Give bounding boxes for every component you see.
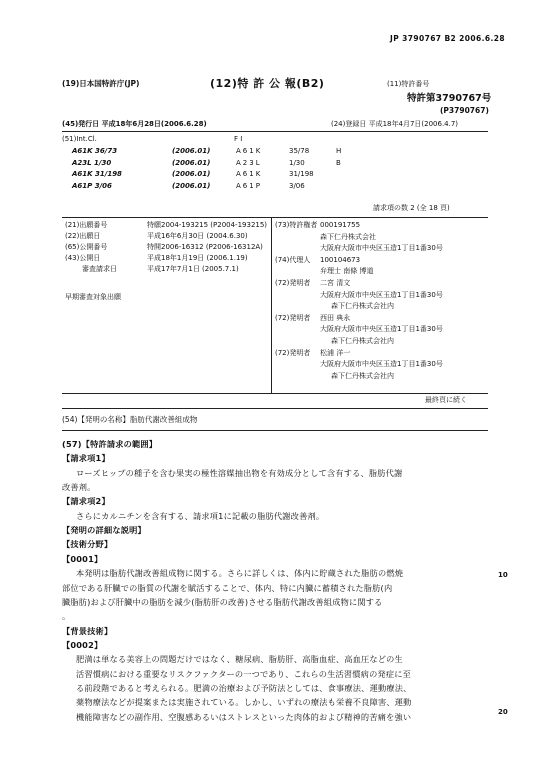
body-line: 【0001】	[62, 553, 103, 564]
ipc-code: A61K 36/73	[72, 147, 118, 155]
body-line: (57)【特許請求の範囲】	[62, 439, 158, 449]
ipc-code: A61K 31/198	[72, 170, 122, 178]
body-line: 【技術分野】	[62, 539, 113, 550]
issue-date: (45)発行日 平成18年6月28日(2006.6.28)	[62, 120, 207, 128]
bib-left-value: 平成17年7月1日 (2005.7.1)	[147, 265, 239, 273]
bib-right-value: 松浦 洋一	[320, 348, 351, 357]
body-line: ローズヒップの種子を含む果実の極性溶媒抽出物を有効成分として含有する、脂肪代謝	[76, 467, 403, 478]
bib-right-value: 森下仁丹株式会社	[320, 232, 376, 241]
claims-count: 請求項の数 2 (全 18 頁)	[373, 204, 450, 212]
ipc-version: (2006.01)	[172, 158, 211, 167]
continued-note: 最終頁に続く	[425, 396, 467, 404]
ipc-code: A23L 1/30	[72, 158, 112, 167]
early-exam-note: 早期審査対象出願	[65, 293, 121, 301]
body-line: 改善剤。	[62, 482, 96, 493]
int-cl-label: (51)Int.Cl.	[62, 135, 97, 143]
patent-number: 特許第3790767号	[407, 93, 492, 104]
invention-title: (54)【発明の名称】脂肪代謝改善組成物	[62, 415, 198, 424]
bib-right-value: 森下仁丹株式会社内	[331, 371, 394, 380]
bib-right-label: (72)発明者	[275, 313, 311, 322]
bib-left-label: 審査請求日	[82, 265, 117, 273]
bib-right-label: (72)発明者	[275, 279, 311, 287]
header-divider	[62, 131, 488, 132]
bib-column-divider	[271, 217, 272, 393]
body-line: 【発明の詳細な説明】	[62, 525, 146, 536]
bib-right-value: 100104673	[320, 255, 361, 264]
bib-right-value: 大阪府大阪市中央区玉造1丁目1番30号	[320, 325, 443, 334]
bib-right-value: 西田 典永	[320, 313, 351, 322]
body-line: る前段階であると考えられる。肥満の治療および予防法としては、食事療法、運動療法、	[76, 682, 412, 693]
line-number-10: 10	[498, 571, 508, 579]
fi-class: A61P	[236, 181, 262, 190]
ipc-version: (2006.01)	[172, 147, 211, 155]
fi-code: 35/78	[289, 147, 310, 155]
fi-class: A23L	[236, 158, 262, 167]
bib-right-value: 森下仁丹株式会社内	[331, 302, 394, 311]
fi-class: A61K	[236, 170, 263, 178]
fi-class: A61K	[236, 147, 263, 155]
gazette-title: (12)特 許 公 報(B2)	[210, 77, 325, 90]
bib-right-value: 弁理士 南條 博道	[320, 267, 374, 276]
body-line: 【請求項1】	[62, 453, 110, 464]
fi-tag: B	[336, 158, 341, 167]
line-number-20: 20	[498, 708, 508, 716]
bib-right-value: 000191755	[320, 221, 361, 229]
bib-top-rule	[62, 217, 488, 218]
bib-right-value: 森下仁丹株式会社内	[331, 337, 394, 345]
body-line: 活習慣病における重要なリスクファクターの一つであり、これらの生活習慣病の発症に至	[76, 668, 412, 679]
fi-tag: H	[336, 147, 342, 155]
patent-number-sub: (P3790767)	[440, 106, 489, 115]
bib-left-value: 特願2004-193215 (P2004-193215)	[147, 221, 268, 229]
body-line: 【0002】	[62, 639, 103, 650]
body-line: 【背景技術】	[62, 625, 113, 636]
bib-right-value: 大阪府大阪市中央区玉造1丁目1番30号	[320, 290, 443, 299]
patent-number-label: (11)特許番号	[387, 80, 430, 88]
title-rule	[62, 430, 488, 431]
bib-right-value: 大阪府大阪市中央区玉造1丁目1番30号	[320, 360, 443, 369]
fi-code: 1/30	[289, 158, 305, 167]
ipc-version: (2006.01)	[172, 181, 211, 190]
bib-left-value: 平成16年6月30日 (2004.6.30)	[147, 232, 248, 240]
bib-close-rule	[62, 408, 488, 409]
patent-office: (19)日本国特許庁(JP)	[62, 79, 140, 88]
bib-left-label: (22)出願日	[65, 232, 101, 240]
bib-left-label: (21)出願番号	[65, 221, 108, 229]
bib-left-label: (65)公開番号	[65, 243, 108, 251]
body-line: 【請求項2】	[62, 496, 110, 507]
fi-code: 3/06	[289, 181, 305, 190]
ipc-code: A61P 3/06	[72, 181, 112, 190]
bib-right-label: (73)特許権者	[275, 221, 318, 229]
body-line: 臓脂肪)および肝臓中の脂肪を減少(脂肪肝の改善)させる脂肪代謝改善組成物に関する	[62, 596, 383, 607]
fi-code: 31/198	[289, 170, 314, 178]
body-line: 部位である肝臓での脂質の代謝を賦活することで、体内、特に内臓に蓄積された脂肪(内	[62, 582, 393, 593]
body-line: 肥満は単なる美容上の問題だけではなく、糖尿病、脂肪肝、高脂血症、高血圧などの生	[76, 654, 403, 665]
bib-right-value: 大阪府大阪市中央区玉造1丁目1番30号	[320, 244, 443, 253]
bib-right-label: (72)発明者	[275, 348, 311, 357]
bib-left-value: 特開2006-16312 (P2006-16312A)	[147, 243, 263, 251]
bib-right-label: (74)代理人	[275, 255, 311, 264]
bib-right-value: 二宮 清文	[320, 279, 351, 287]
body-line: 。	[62, 611, 71, 622]
fi-label: F I	[234, 135, 243, 143]
body-line: 本発明は脂肪代謝改善組成物に関する。さらに詳しくは、体内に貯蔵された脂肪の燃焼	[76, 568, 404, 579]
ipc-version: (2006.01)	[172, 170, 211, 178]
bib-left-label: (43)公開日	[65, 254, 101, 262]
registration-date: (24)登録日 平成18年4月7日(2006.4.7)	[331, 120, 459, 128]
bib-bottom-rule	[62, 393, 488, 394]
bib-left-value: 平成18年1月19日 (2006.1.19)	[147, 254, 248, 262]
publication-number: JP 3790767 B2 2006.6.28	[390, 34, 506, 43]
body-line: 薬物療法などが提案または実施されている。しかし、いずれの療法も栄養不良障害、運動	[76, 697, 412, 708]
body-line: 機能障害などの副作用、空腹感あるいはストレスといった肉体的および精神的苦痛を強い	[76, 711, 412, 722]
body-line: さらにカルニチンを含有する、請求項1に記載の脂肪代謝改善剤。	[76, 510, 325, 521]
